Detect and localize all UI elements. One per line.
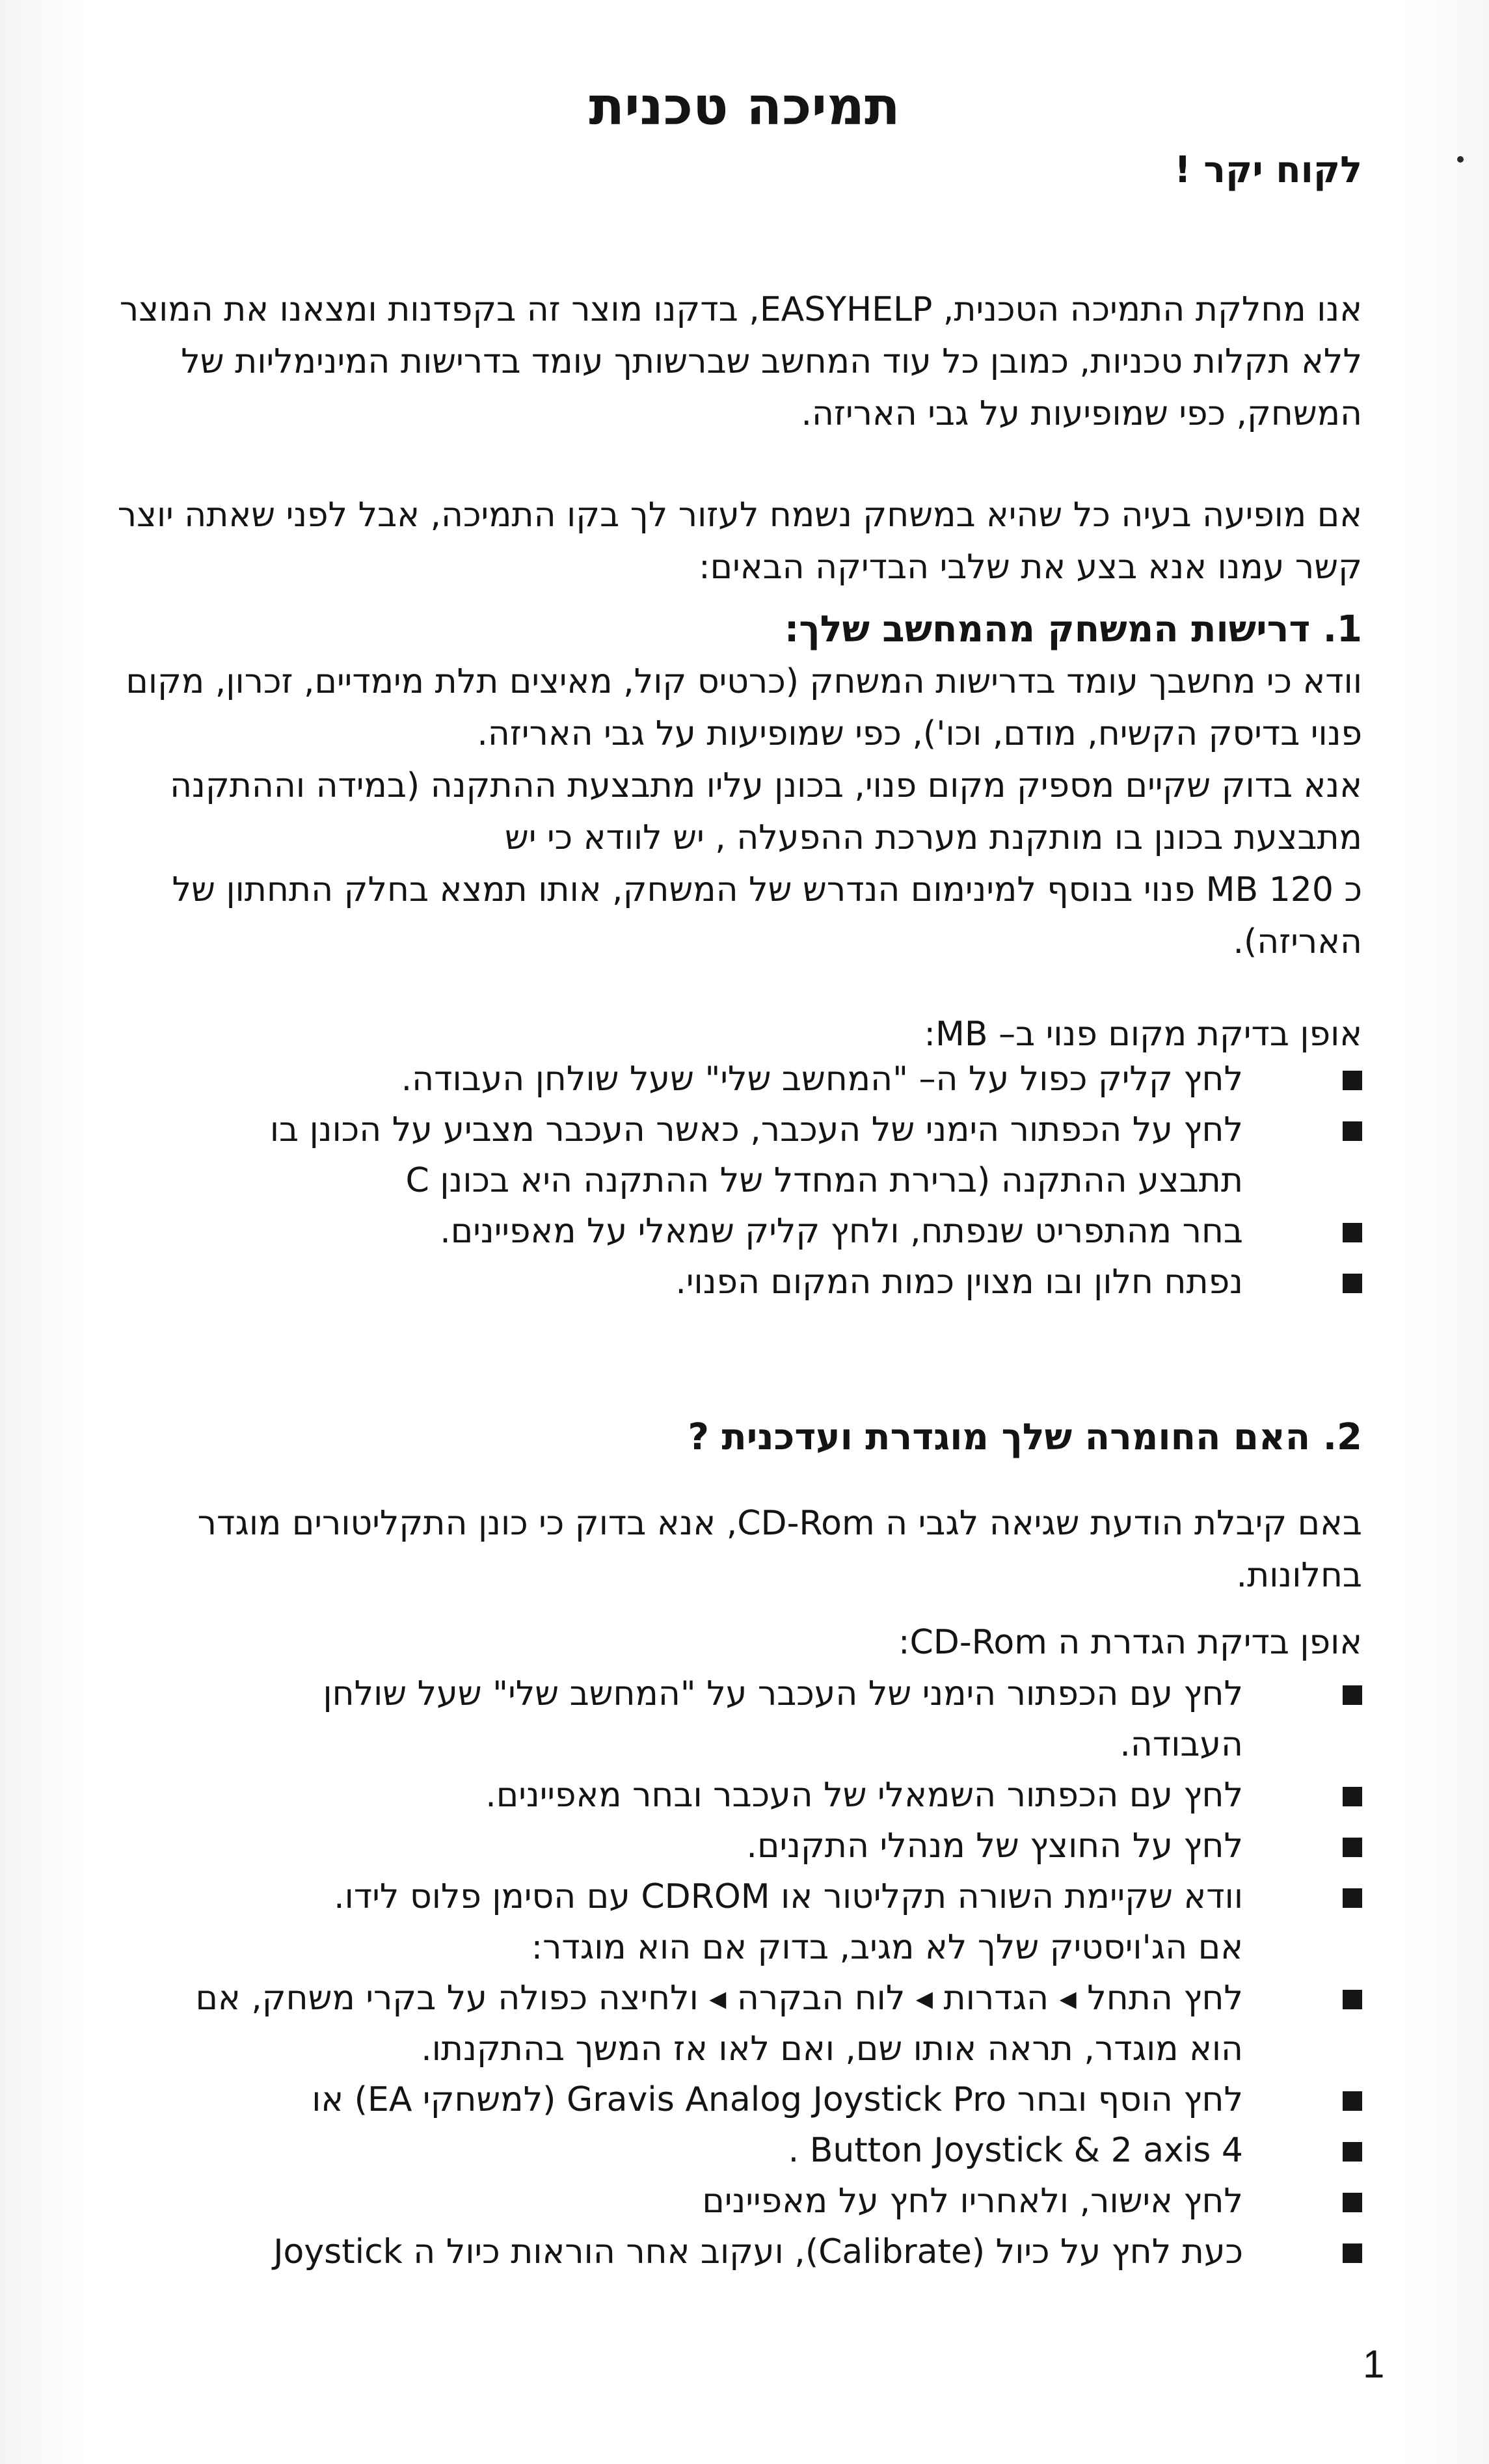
list-item — [68, 1054, 1362, 1105]
list-item — [68, 1973, 1362, 2074]
list-item — [68, 1871, 1362, 1922]
step-text: לחץ הוסף ובחר Gravis Analog Joystick Pro (למשחקי EA) או — [312, 2080, 1243, 2119]
list-item — [68, 1105, 1362, 1206]
section-1-paragraph-2: אנא בדוק שקיים מספיק מקום פנוי, בכונן עליו מתבצעת ההתקנה (במידה וההתקנה מתבצעת בכונן בו מותקנת מערכת ההפעלה , יש לוודא כי יש — [170, 766, 1362, 857]
page-number: 1 — [1363, 2342, 1385, 2386]
step-text: לחץ על החוצץ של מנהלי התקנים. — [746, 1827, 1243, 1866]
step-text: 4 Button Joystick & 2 axis . — [788, 2131, 1243, 2170]
square-bullet-icon — [1343, 1223, 1362, 1242]
list-item — [68, 1821, 1362, 1871]
ink-mark — [1457, 156, 1464, 163]
list-item — [68, 2176, 1362, 2227]
square-bullet-icon — [1343, 1071, 1362, 1090]
square-bullet-icon — [1343, 1121, 1362, 1141]
list-item — [68, 1770, 1362, 1821]
list-item — [68, 2074, 1362, 2125]
step-text: לחץ התחל ◂ הגדרות ◂ לוח הבקרה ◂ ולחיצה כפולה על בקרי משחק, אם הוא מוגדר, תראה אותו שם, ואם לאו אז המשך בהתקנתו. — [195, 1979, 1243, 2069]
square-bullet-icon — [1343, 1685, 1362, 1705]
square-bullet-icon — [1343, 1274, 1362, 1293]
square-bullet-icon — [1343, 2193, 1362, 2212]
list-item — [68, 1206, 1362, 1257]
section-1-paragraph-1: וודא כי מחשבך עומד בדרישות המשחק (כרטיס קול, מאיצים תלת מימדיים, זכרון, מקום פנוי בדיסק הקשיח, מודם, וכו'), כפי שמופיעות על גבי האריזה. — [126, 662, 1362, 753]
section-1-heading: 1. דרישות המשחק מהמחשב שלך: — [784, 608, 1362, 650]
square-bullet-icon — [1343, 2142, 1362, 2162]
square-bullet-icon — [1343, 1838, 1362, 1857]
joystick-note — [68, 1922, 1362, 1973]
step-text: לחץ קליק כפול על ה– "המחשב שלי" שעל שולחן העבודה. — [401, 1060, 1243, 1099]
section-2-heading: 2. האם החומרה שלך מוגדרת ועדכנית ? — [688, 1416, 1362, 1458]
square-bullet-icon — [1343, 2243, 1362, 2263]
square-bullet-icon — [1343, 1787, 1362, 1806]
list-item — [68, 1257, 1362, 1307]
step-text: לחץ אישור, ולאחריו לחץ על מאפיינים — [702, 2182, 1243, 2221]
free-space-steps-list — [68, 1054, 1362, 1307]
step-text: כעת לחץ על כיול (Calibrate), ועקוב אחר הוראות כיול ה Joystick — [273, 2232, 1243, 2271]
step-text: לחץ עם הכפתור השמאלי של העכבר ובחר מאפיינים. — [485, 1776, 1243, 1815]
step-text: נפתח חלון ובו מצוין כמות המקום הפנוי. — [675, 1263, 1243, 1302]
intro-paragraph-2: אם מופיעה בעיה כל שהיא במשחק נשמח לעזור לך בקו התמיכה, אבל לפני שאתה יוצר קשר עמנו אנא בצע את שלבי הבדיקה הבאים: — [117, 496, 1362, 587]
list-item — [68, 2125, 1362, 2176]
step-text: לחץ עם הכפתור הימני של העכבר על "המחשב שלי" שעל שולחן העבודה. — [323, 1674, 1243, 1764]
section-2-paragraph: באם קיבלת הודעת שגיאה לגבי ה CD-Rom, אנא בדוק כי כונן התקליטורים מוגדר בחלונות. — [197, 1504, 1362, 1595]
step-text: לחץ על הכפתור הימני של העכבר, כאשר העכבר מצביע על הכונן בו תתבצע ההתקנה (ברירת המחדל של ההתקנה היא בכונן C — [269, 1110, 1243, 1200]
intro-paragraph-1: אנו מחלקת התמיכה הטכנית, EASYHELP, בדקנו מוצר זה בקפדנות ומצאנו את המוצר ללא תקלות טכניות, כמובן כל עוד המחשב שברשותך עומד בדרישות המינימליות של המשחק, כפי שמופיעות על גבי האריזה. — [119, 290, 1362, 433]
free-space-check-heading: אופן בדיקת מקום פנוי ב– MB: — [924, 1015, 1362, 1054]
cdrom-steps-list — [68, 1668, 1362, 2277]
section-1-paragraph-3: כ 120 MB פנוי בנוסף למינימום הנדרש של המשחק, אותו תמצא בחלק התחתון של האריזה). — [172, 870, 1362, 961]
step-text: בחר מהתפריט שנפתח, ולחץ קליק שמאלי על מאפיינים. — [440, 1212, 1243, 1251]
joystick-note-text: אם הג'ויסטיק שלך לא מגיב, בדוק אם הוא מוגדר: — [531, 1928, 1243, 1967]
step-text: וודא שקיימת השורה תקליטור או CDROM עם הסימן פלוס לידו. — [334, 1877, 1243, 1916]
square-bullet-icon — [1343, 2091, 1362, 2111]
square-bullet-icon — [1343, 1990, 1362, 2009]
list-item — [68, 2227, 1362, 2277]
cdrom-check-heading: אופן בדיקת הגדרת ה CD-Rom: — [898, 1623, 1362, 1662]
list-item — [68, 1668, 1362, 1770]
section-1-body — [68, 656, 1362, 968]
page-title: תמיכה טכנית — [589, 76, 900, 137]
greeting: לקוח יקר ! — [1174, 149, 1362, 191]
square-bullet-icon — [1343, 1888, 1362, 1908]
